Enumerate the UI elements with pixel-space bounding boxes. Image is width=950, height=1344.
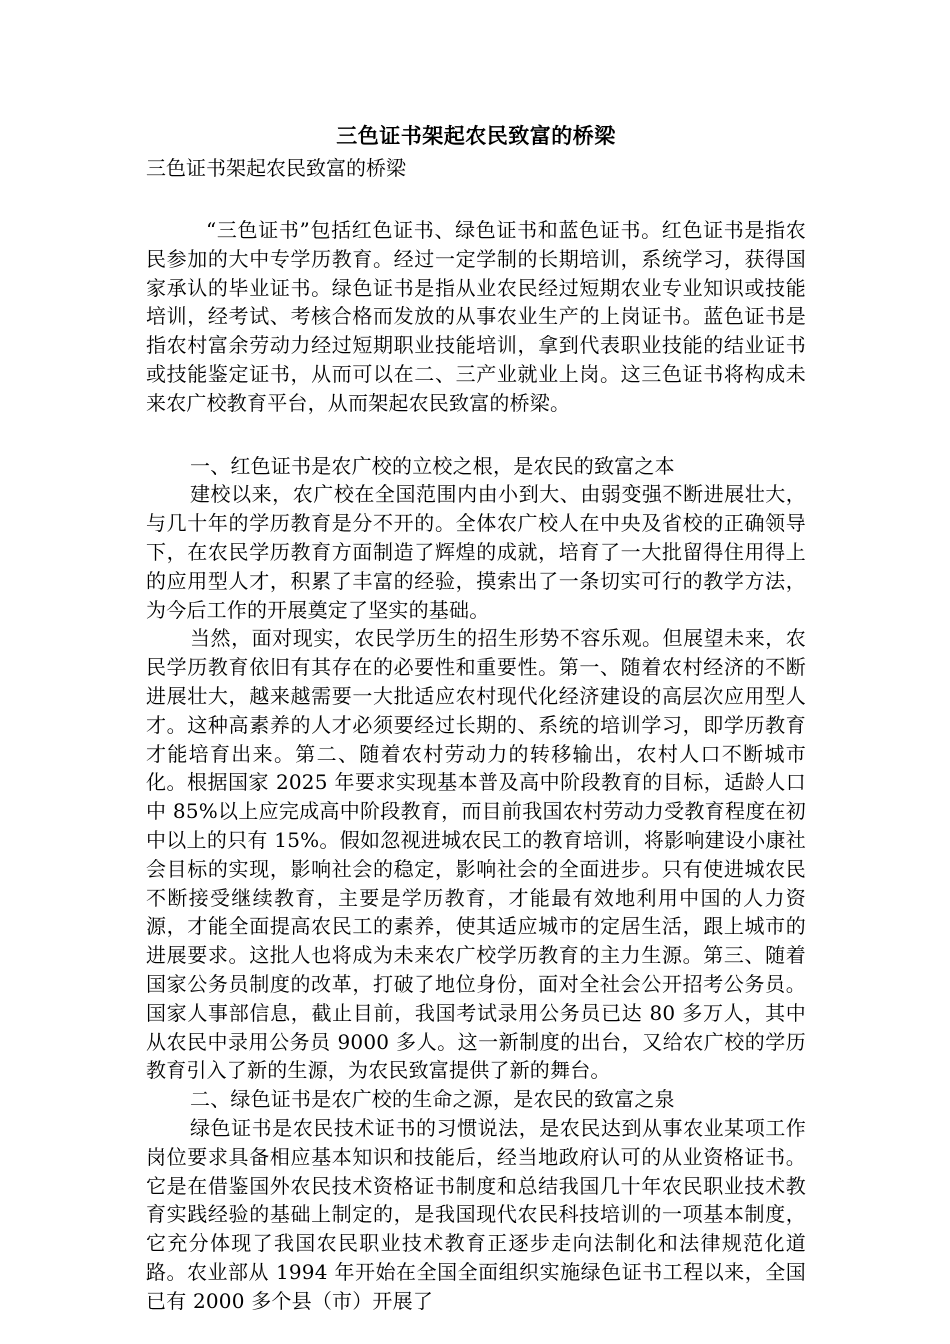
document-title: 三色证书架起农民致富的桥梁 [336,123,616,148]
section-2-heading: 二、绿色证书是农广校的生命之源，是农民的致富之泉 [190,1087,675,1112]
section-1-heading: 一、红色证书是农广校的立校之根，是农民的致富之本 [190,453,675,478]
intro-paragraph: “三色证书”包括红色证书、绿色证书和蓝色证书。红色证书是指农民参加的大中专学历教育。经过一定学制的长期培训，系统学习，获得国家承认的毕业证书。绿色证书是指从业农民经过短期农业专业知识或技能培训，经考试、考核合格而发放的从事农业生产的上岗证书。蓝色证书是指农村富余劳动力经过短期职业技能培训，拿到代表职业技能的结业证书或技能鉴定证书，从而可以在二、三产业就业上岗。这三色证书将构成未来农广校教育平台，从而架起农民致富的桥梁。 [146,218,806,415]
document-page [146,118,806,1315]
section-1-paragraph-2: 当然，面对现实，农民学历生的招生形势不容乐观。但展望未来，农民学历教育依旧有其存在的必要性和重要性。第一、随着农村经济的不断进展壮大，越来越需要一大批适应农村现代化经济建设的高层次应用型人才。这种高素养的人才必须要经过长期的、系统的培训学习，即学历教育才能培育出来。第二、随着农村劳动力的转移输出，农村人口不断城市化。根据国家 2025 年要求实现基本普及高中阶段教育的目标，适龄人口中 85%以上应完成高中阶段教育，而目前我国农村劳动力受教育程度在初中以上的只有 15%。假如忽视进城农民工的教育培训，将影响建设小康社会目标的实现，影响社会的稳定，影响社会的全面进步。只有使进城农民不断接受继续教育，主要是学历教育，才能最有效地利用中国的人力资源，才能全面提高农民工的素养，使其适应城市的定居生活，跟上城市的进展要求。这批人也将成为未来农广校学历教育的主力生源。第三、随着国家公务员制度的改革，打破了地位身份，面对全社会公开招考公务员。国家人事部信息，截止目前，我国考试录用公务员已达 80 多万人，其中从农民中录用公务员 9000 多人。这一新制度的出台，又给农广校的学历教育引入了新的生源，为农民致富提供了新的舞台。 [146,626,806,1083]
section-2-paragraph-1: 绿色证书是农民技术证书的习惯说法，是农民达到从事农业某项工作岗位要求具备相应基本知识和技能后，经当地政府认可的从业资格证书。它是在借鉴国外农民技术资格证书制度和总结我国几十年农民职业技术教育实践经验的基础上制定的，是我国现代农民科技培训的一项基本制度，它充分体现了我国农民职业技术教育正逐步走向法制化和法律规范化道路。农业部从 1994 年开始在全国全面组织实施绿色证书工程以来，全国已有 2000 多个县（市）开展了 [146,1115,806,1313]
document-subtitle: 三色证书架起农民致富的桥梁 [146,156,406,180]
section-1-paragraph-1: 建校以来，农广校在全国范围内由小到大、由弱变强不断进展壮大，与几十年的学历教育是分不开的。全体农广校人在中央及省校的正确领导下，在农民学历教育方面制造了辉煌的成就，培育了一大批留得住用得上的应用型人才，积累了丰富的经验，摸索出了一条切实可行的教学方法，为今后工作的开展奠定了坚实的基础。 [146,482,806,622]
